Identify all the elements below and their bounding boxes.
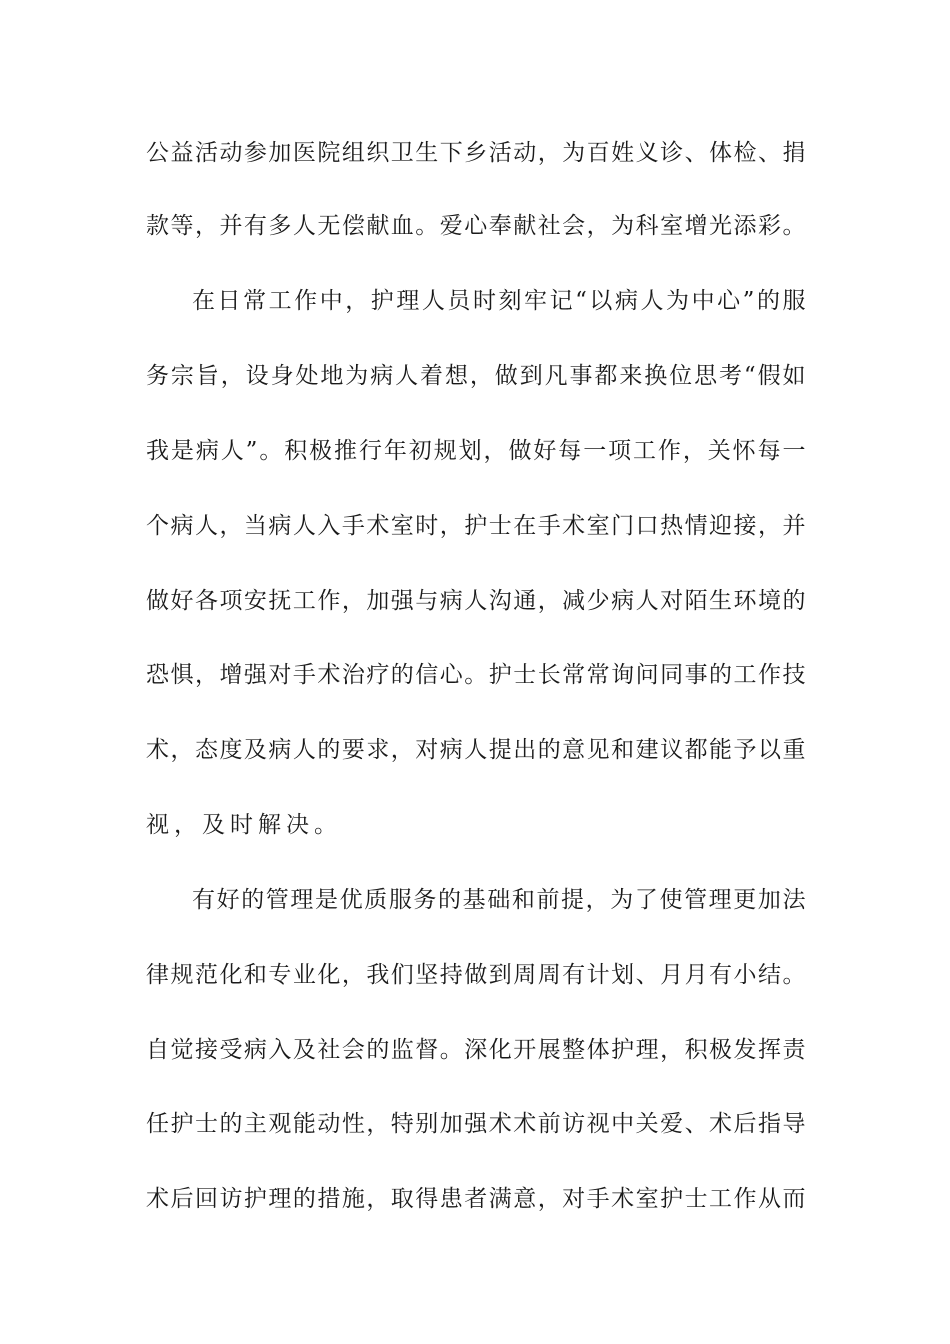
text-line: 恐惧，增强对手术治疗的信心。护士长常常询问同事的工作技 <box>146 662 806 688</box>
text-line: 公益活动参加医院组织卫生下乡活动，为百姓义诊、体检、捐 <box>146 140 806 166</box>
text-line: 款等，并有多人无偿献血。爱心奉献社会，为科室增光添彩。 <box>146 213 806 239</box>
text-line: 视，及时解决。 <box>146 812 342 838</box>
text-line: 在日常工作中，护理人员时刻牢记“以病人为中心”的服 <box>192 288 806 314</box>
text-line: 我是病人”。积极推行年初规划，做好每一项工作，关怀每一 <box>146 438 806 464</box>
text-line: 术后回访护理的措施，取得患者满意，对手术室护士工作从而 <box>146 1186 806 1212</box>
text-line: 任护士的主观能动性，特别加强术术前访视中关爱、术后指导 <box>146 1111 806 1137</box>
text-line: 自觉接受病入及社会的监督。深化开展整体护理，积极发挥责 <box>146 1037 806 1063</box>
text-line: 术，态度及病人的要求，对病人提出的意见和建议都能予以重 <box>146 737 806 763</box>
text-line: 做好各项安抚工作，加强与病人沟通，减少病人对陌生环境的 <box>146 588 806 614</box>
text-line: 律规范化和专业化，我们坚持做到周周有计划、月月有小结。 <box>146 962 806 988</box>
text-line: 务宗旨，设身处地为病人着想，做到凡事都来换位思考“假如 <box>146 363 806 389</box>
text-line: 有好的管理是优质服务的基础和前提，为了使管理更加法 <box>192 887 806 913</box>
text-line: 个病人，当病人入手术室时，护士在手术室门口热情迎接，并 <box>146 513 806 539</box>
